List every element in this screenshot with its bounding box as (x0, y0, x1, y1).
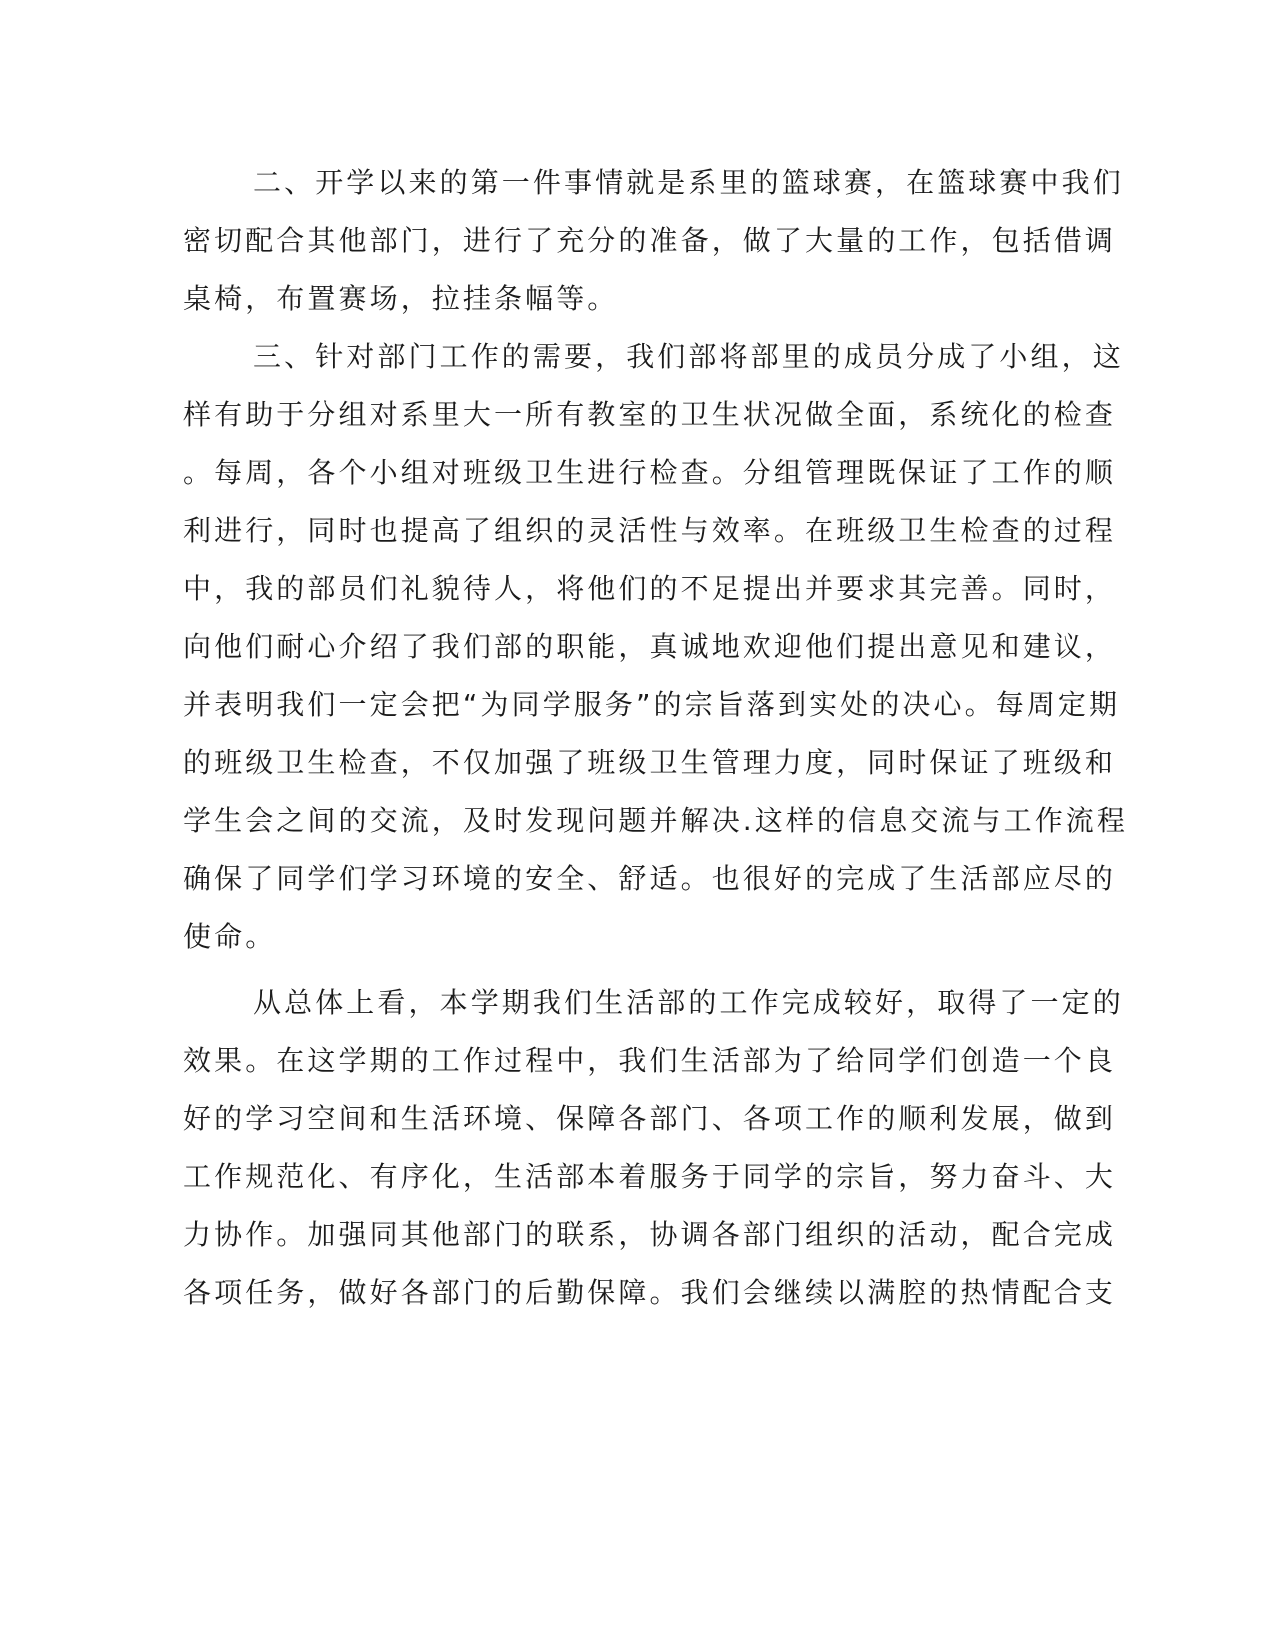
paragraph-3-line-10: 确保了同学们学习环境的安全、舒适。也很好的完成了生活部应尽的 (183, 862, 1117, 895)
paragraph-4-line-1: 从总体上看，本学期我们生活部的工作完成较好，取得了一定的 (253, 986, 1124, 1019)
paragraph-2-line-1: 二、开学以来的第一件事情就是系里的篮球赛，在篮球赛中我们 (253, 166, 1124, 199)
paragraph-3-line-4: 利进行，同时也提高了组织的灵活性与效率。在班级卫生检查的过程 (183, 514, 1117, 547)
paragraph-2-line-2: 密切配合其他部门，进行了充分的准备，做了大量的工作，包括借调 (183, 224, 1117, 257)
paragraph-3-line-3: 。每周，各个小组对班级卫生进行检查。分组管理既保证了工作的顺 (183, 456, 1117, 489)
paragraph-2-line-3: 桌椅，布置赛场，拉挂条幅等。 (183, 282, 619, 315)
paragraph-3-line-8: 的班级卫生检查，不仅加强了班级卫生管理力度，同时保证了班级和 (183, 746, 1117, 779)
paragraph-3-line-11: 使命。 (183, 920, 277, 953)
paragraph-4-line-3: 好的学习空间和生活环境、保障各部门、各项工作的顺利发展，做到 (183, 1102, 1117, 1135)
paragraph-3-line-5: 中，我的部员们礼貌待人，将他们的不足提出并要求其完善。同时， (183, 572, 1117, 605)
paragraph-4-line-2: 效果。在这学期的工作过程中，我们生活部为了给同学们创造一个良 (183, 1044, 1117, 1077)
paragraph-4-line-6: 各项任务，做好各部门的后勤保障。我们会继续以满腔的热情配合支 (183, 1276, 1117, 1309)
paragraph-4-line-4: 工作规范化、有序化，生活部本着服务于同学的宗旨，努力奋斗、大 (183, 1160, 1117, 1193)
paragraph-3-line-1: 三、针对部门工作的需要，我们部将部里的成员分成了小组，这 (253, 340, 1124, 373)
paragraph-3-line-7: 并表明我们一定会把“为同学服务”的宗旨落到实处的决心。每周定期 (183, 688, 1121, 721)
paragraph-4-line-5: 力协作。加强同其他部门的联系，协调各部门组织的活动，配合完成 (183, 1218, 1117, 1251)
paragraph-3-line-6: 向他们耐心介绍了我们部的职能，真诚地欢迎他们提出意见和建议， (183, 630, 1117, 663)
paragraph-3-line-9: 学生会之间的交流，及时发现问题并解决.这样的信息交流与工作流程 (183, 804, 1129, 837)
paragraph-3-line-2: 样有助于分组对系里大一所有教室的卫生状况做全面，系统化的检查 (183, 398, 1117, 431)
